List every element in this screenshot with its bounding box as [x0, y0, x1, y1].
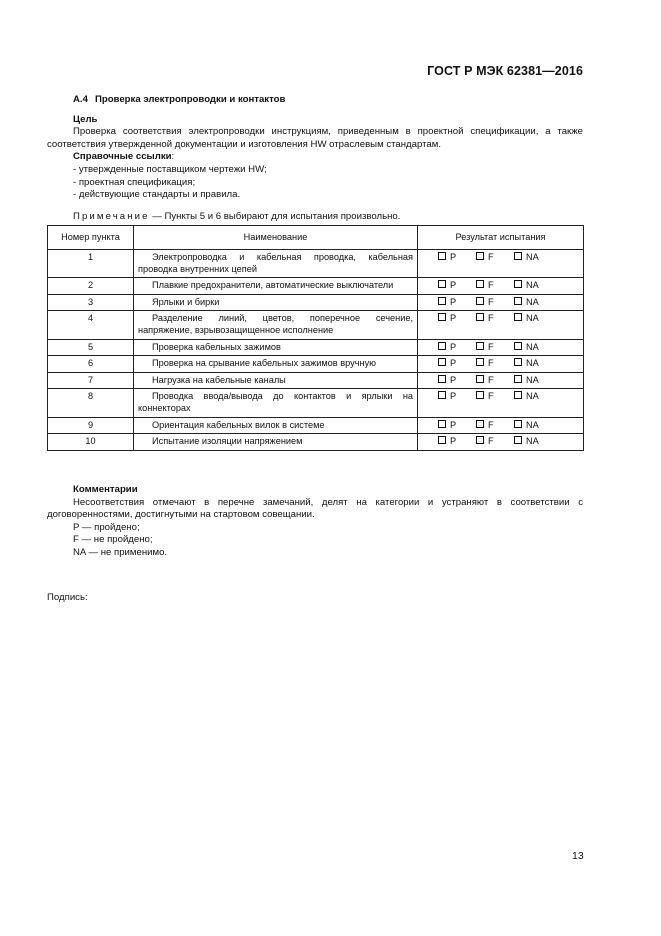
legend-list — [47, 522, 583, 560]
result-option-label: P — [450, 341, 457, 352]
row-name: Нагрузка на кабельные каналы — [134, 372, 418, 389]
checkbox-icon[interactable] — [514, 313, 522, 321]
result-option-na[interactable] — [514, 280, 544, 292]
note-label: Примечание — [73, 210, 150, 222]
ref-item: - утвержденные поставщиком чертежи HW; — [73, 163, 267, 175]
ref-item: - проектная спецификация; — [73, 176, 196, 188]
result-option-label: P — [450, 419, 457, 430]
checkbox-icon[interactable] — [438, 358, 446, 366]
comments-text: Несоответствия отмечают в перечне замечаний, делят на категории и устраняют в соответствии с договоренностями, достигнутыми на стартовом совещании. — [47, 496, 583, 521]
result-option-f[interactable] — [476, 297, 506, 309]
checkbox-icon[interactable] — [476, 342, 484, 350]
checkbox-icon[interactable] — [476, 420, 484, 428]
result-option-na[interactable] — [514, 436, 544, 448]
result-option-na[interactable] — [514, 252, 544, 264]
checkbox-icon[interactable] — [514, 391, 522, 399]
refs-heading — [73, 151, 583, 164]
result-option-label: P — [450, 358, 457, 369]
result-option-f[interactable] — [476, 391, 506, 403]
result-option-na[interactable] — [514, 375, 544, 387]
row-result — [418, 250, 584, 278]
legend-item: F — не пройдено; — [73, 534, 153, 546]
row-name: Проводка ввода/вывода до контактов и ярлыки на коннекторах — [134, 389, 418, 417]
checkbox-icon[interactable] — [438, 252, 446, 260]
checkbox-icon[interactable] — [438, 391, 446, 399]
result-option-label: NA — [526, 391, 539, 402]
checkbox-icon[interactable] — [476, 313, 484, 321]
result-option-p[interactable] — [438, 375, 468, 387]
section-number: А.4 — [73, 94, 88, 105]
result-option-na[interactable] — [514, 358, 544, 370]
result-option-label: F — [488, 296, 494, 307]
checkbox-icon[interactable] — [476, 280, 484, 288]
row-result — [418, 434, 584, 451]
section-title-text: Проверка электропроводки и контактов — [94, 94, 286, 105]
row-name: Проверка на срывание кабельных зажимов вручную — [134, 356, 418, 373]
row-number: 7 — [48, 372, 134, 389]
table-row — [48, 278, 584, 295]
row-result — [418, 417, 584, 434]
checkbox-icon[interactable] — [438, 280, 446, 288]
checkbox-icon[interactable] — [514, 342, 522, 350]
result-option-f[interactable] — [476, 375, 506, 387]
document-header: ГОСТ Р МЭК 62381—2016 — [427, 64, 583, 78]
table-row — [48, 356, 584, 373]
row-name: Электропроводка и кабельная проводка, кабельная проводка внутренних цепей — [134, 250, 418, 278]
table-header-row — [48, 226, 584, 250]
checkbox-icon[interactable] — [438, 342, 446, 350]
result-option-p[interactable] — [438, 313, 468, 325]
row-name: Плавкие предохранители, автоматические выключатели — [134, 278, 418, 295]
result-option-label: F — [488, 313, 494, 324]
result-option-f[interactable] — [476, 252, 506, 264]
checkbox-icon[interactable] — [514, 252, 522, 260]
row-result — [418, 372, 584, 389]
row-number: 9 — [48, 417, 134, 434]
row-result — [418, 356, 584, 373]
result-option-label: NA — [526, 374, 539, 385]
goal-text: Проверка соответствия электропроводки инструкциям, приведенным в проектной спецификации, а также соответствия утвержденной документации и изготовления HW отраслевым стандартам. — [47, 126, 583, 150]
checkbox-icon[interactable] — [514, 375, 522, 383]
refs-heading-text: Справочные ссылки — [73, 151, 172, 163]
section-title — [73, 94, 583, 107]
legend-item: P — пройдено; — [73, 521, 140, 533]
row-result — [418, 389, 584, 417]
row-name: Испытание изоляции напряжением — [134, 434, 418, 451]
result-option-label: P — [450, 280, 457, 291]
comments-heading: Комментарии — [73, 484, 138, 495]
result-option-p[interactable] — [438, 342, 468, 354]
row-name: Ярлыки и бирки — [134, 294, 418, 311]
goal-heading: Цель — [73, 113, 98, 125]
row-result — [418, 339, 584, 356]
note — [73, 211, 583, 224]
result-option-label: P — [450, 296, 457, 307]
result-option-p[interactable] — [438, 358, 468, 370]
checkbox-icon[interactable] — [514, 280, 522, 288]
result-option-label: F — [488, 358, 494, 369]
table-row — [48, 250, 584, 278]
result-option-label: F — [488, 436, 494, 447]
result-option-label: P — [450, 436, 457, 447]
checkbox-icon[interactable] — [476, 391, 484, 399]
note-text: — Пункты 5 и 6 выбирают для испытания произвольно. — [149, 210, 401, 222]
checkbox-icon[interactable] — [514, 358, 522, 366]
result-option-label: F — [488, 280, 494, 291]
table-body — [48, 250, 584, 451]
result-option-label: F — [488, 391, 494, 402]
result-option-f[interactable] — [476, 436, 506, 448]
section-content — [47, 94, 583, 223]
row-result — [418, 294, 584, 311]
checkbox-icon[interactable] — [476, 252, 484, 260]
header-result: Результат испытания — [418, 226, 584, 250]
result-option-label: F — [488, 341, 494, 352]
result-option-na[interactable] — [514, 391, 544, 403]
signature-label: Подпись: — [47, 592, 88, 603]
checkbox-icon[interactable] — [438, 375, 446, 383]
checkbox-icon[interactable] — [476, 297, 484, 305]
result-option-label: P — [450, 252, 457, 262]
row-number: 2 — [48, 278, 134, 295]
header-name: Наименование — [134, 226, 418, 250]
checkbox-icon[interactable] — [514, 436, 522, 444]
result-option-f[interactable] — [476, 358, 506, 370]
checkbox-icon[interactable] — [476, 358, 484, 366]
result-option-f[interactable] — [476, 420, 506, 432]
row-number: 10 — [48, 434, 134, 451]
result-option-label: NA — [526, 358, 539, 369]
result-option-label: NA — [526, 280, 539, 291]
result-option-label: NA — [526, 419, 539, 430]
result-option-f[interactable] — [476, 342, 506, 354]
legend-item: NA — не применимо. — [73, 546, 168, 558]
results-table — [47, 225, 584, 451]
checkbox-icon[interactable] — [438, 297, 446, 305]
row-number: 1 — [48, 250, 134, 278]
result-option-label: NA — [526, 341, 539, 352]
header-number: Номер пункта — [48, 226, 134, 250]
result-option-label: F — [488, 419, 494, 430]
result-option-f[interactable] — [476, 313, 506, 325]
result-option-na[interactable] — [514, 420, 544, 432]
page-number: 13 — [572, 850, 584, 862]
table-row — [48, 339, 584, 356]
checkbox-icon[interactable] — [514, 420, 522, 428]
result-option-p[interactable] — [438, 420, 468, 432]
table-row — [48, 311, 584, 339]
result-option-p[interactable] — [438, 436, 468, 448]
row-number: 4 — [48, 311, 134, 339]
result-option-label: P — [450, 391, 457, 402]
row-number: 8 — [48, 389, 134, 417]
checkbox-icon[interactable] — [438, 420, 446, 428]
checkbox-icon[interactable] — [438, 313, 446, 321]
row-result — [418, 278, 584, 295]
table-row — [48, 389, 584, 417]
row-result — [418, 311, 584, 339]
result-option-label: P — [450, 374, 457, 385]
checkbox-icon[interactable] — [514, 297, 522, 305]
result-option-p[interactable] — [438, 391, 468, 403]
row-number: 5 — [48, 339, 134, 356]
result-option-na[interactable] — [514, 297, 544, 309]
row-name: Ориентация кабельных вилок в системе — [134, 417, 418, 434]
result-option-label: NA — [526, 436, 539, 447]
ref-item: - действующие стандарты и правила. — [73, 189, 241, 201]
table-row — [48, 372, 584, 389]
table-row — [48, 434, 584, 451]
table-row — [48, 417, 584, 434]
result-option-label: P — [450, 313, 457, 324]
result-option-na[interactable] — [514, 342, 544, 354]
result-option-p[interactable] — [438, 297, 468, 309]
refs-heading-colon: : — [171, 151, 175, 163]
checkbox-icon[interactable] — [438, 436, 446, 444]
row-name: Разделение линий, цветов, поперечное сечение, напряжение, взрывозащищенное исполнение — [134, 311, 418, 339]
checkbox-icon[interactable] — [476, 375, 484, 383]
refs-list — [47, 164, 583, 202]
row-name: Проверка кабельных зажимов — [134, 339, 418, 356]
checkbox-icon[interactable] — [476, 436, 484, 444]
result-option-label: NA — [526, 313, 539, 324]
result-option-p[interactable] — [438, 280, 468, 292]
row-number: 3 — [48, 294, 134, 311]
result-option-label: F — [488, 374, 494, 385]
result-option-label: F — [488, 252, 494, 262]
row-number: 6 — [48, 356, 134, 373]
result-option-f[interactable] — [476, 280, 506, 292]
table-row — [48, 294, 584, 311]
result-option-p[interactable] — [438, 252, 468, 264]
comments-block — [47, 484, 583, 560]
result-option-label: NA — [526, 252, 539, 262]
result-option-na[interactable] — [514, 313, 544, 325]
result-option-label: NA — [526, 296, 539, 307]
